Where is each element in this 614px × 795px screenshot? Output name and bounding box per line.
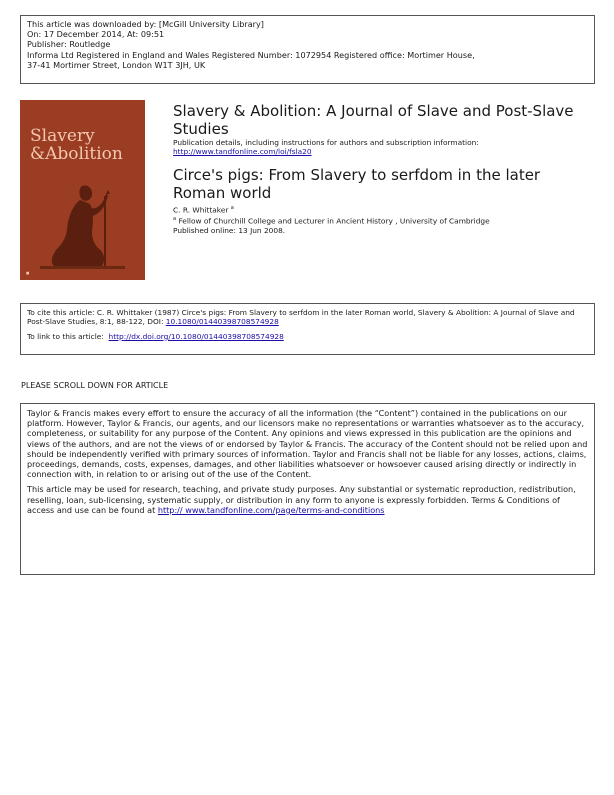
terms-disclaimer: Taylor & Francis makes every effort to ensure the accuracy of all the information (the “Content”) contained in the publications on our platform. However, Taylor & Francis, our agents, and our licensors make no representations or warranties whatsoever as to the accuracy, completeness, or suitability for any purpose of the Content. Any opinions and views expressed in this publication are the opinions and views of the authors, and are not the views of or endorsed by Taylor & Francis. The accuracy of the Content should not be relied upon and should be independently verified with primary sources of information. Taylor and Francis shall not be liable for any losses, actions, claims, proceedings, demands, costs, expenses, damages, and other liabilities whatsoever or howsoever caused arising directly or indirectly in connection with, in relation to or arising out of the use of the Content. bbox=[27, 408, 588, 480]
cite-text: To cite this article: C. R. Whittaker (1987) Circe's pigs: From Slavery to serfdom in the later Roman world, Slavery & Abolition: A Journal of Slave and Post-Slave Studies, 8:1, 88-122, DOI: bbox=[27, 308, 575, 327]
author-line bbox=[173, 204, 593, 215]
terms-usage-text: This article may be used for research, teaching, and private study purposes. Any substantial or systematic reproduction, redistribution, reselling, loan, sub-licensing, systematic supply, or distribution in any form to anyone is expressly forbidden. Terms & Conditions of access and use can be found at bbox=[27, 484, 576, 515]
article-title: Circe's pigs: From Slavery to serfdom in the later Roman world bbox=[173, 165, 541, 202]
scroll-notice: PLEASE SCROLL DOWN FOR ARTICLE bbox=[21, 381, 169, 390]
journal-url-link[interactable]: http://www.tandfonline.com/loi/fsla20 bbox=[173, 147, 312, 157]
cover-kneeling-figure-image bbox=[20, 180, 145, 275]
publication-details: Publication details, including instructions for authors and subscription information: bbox=[173, 138, 479, 147]
author-superscript: a bbox=[230, 204, 234, 211]
journal-title: Slavery & Abolition: A Journal of Slave and Post-Slave Studies bbox=[173, 102, 574, 138]
affiliation-text: Fellow of Churchill College and Lecturer in Ancient History , University of Cambridge bbox=[178, 216, 490, 226]
link-label: To link to this article: bbox=[27, 331, 107, 341]
cover-publisher-logo: ■ bbox=[26, 271, 32, 275]
doi-link[interactable]: 10.1080/01440398708574928 bbox=[165, 317, 279, 327]
cover-top-strip bbox=[28, 109, 137, 113]
registered-address: 37-41 Mortimer Street, London W1T 3JH, UK bbox=[27, 59, 206, 70]
link-paragraph bbox=[27, 332, 588, 341]
publisher: Publisher: Routledge bbox=[27, 39, 111, 50]
cite-paragraph bbox=[27, 308, 588, 327]
article-link[interactable]: http://dx.doi.org/10.1080/01440398708574928 bbox=[108, 331, 284, 341]
affiliation-superscript: a bbox=[173, 215, 177, 222]
journal-cover-image bbox=[20, 100, 145, 280]
article-metadata bbox=[173, 102, 593, 235]
cover-title: Slavery &Abolition bbox=[30, 126, 123, 164]
terms-box bbox=[20, 403, 595, 575]
downloaded-by: This article was downloaded by: [McGill University Library] bbox=[27, 19, 264, 29]
terms-link[interactable]: http:// www.tandfonline.com/page/terms-and-conditions bbox=[157, 504, 385, 515]
registration-info: Informa Ltd Registered in England and Wales Registered Number: 1072954 Registered office: Mortimer House, bbox=[27, 49, 475, 60]
citation-box bbox=[20, 303, 595, 355]
download-date: On: 17 December 2014, At: 09:51 bbox=[27, 29, 165, 40]
author-name: C. R. Whittaker bbox=[173, 205, 229, 215]
download-info-box bbox=[20, 15, 595, 84]
affiliation-line bbox=[173, 215, 593, 226]
terms-usage bbox=[27, 484, 588, 515]
published-online: Published online: 13 Jun 2008. bbox=[173, 225, 286, 235]
